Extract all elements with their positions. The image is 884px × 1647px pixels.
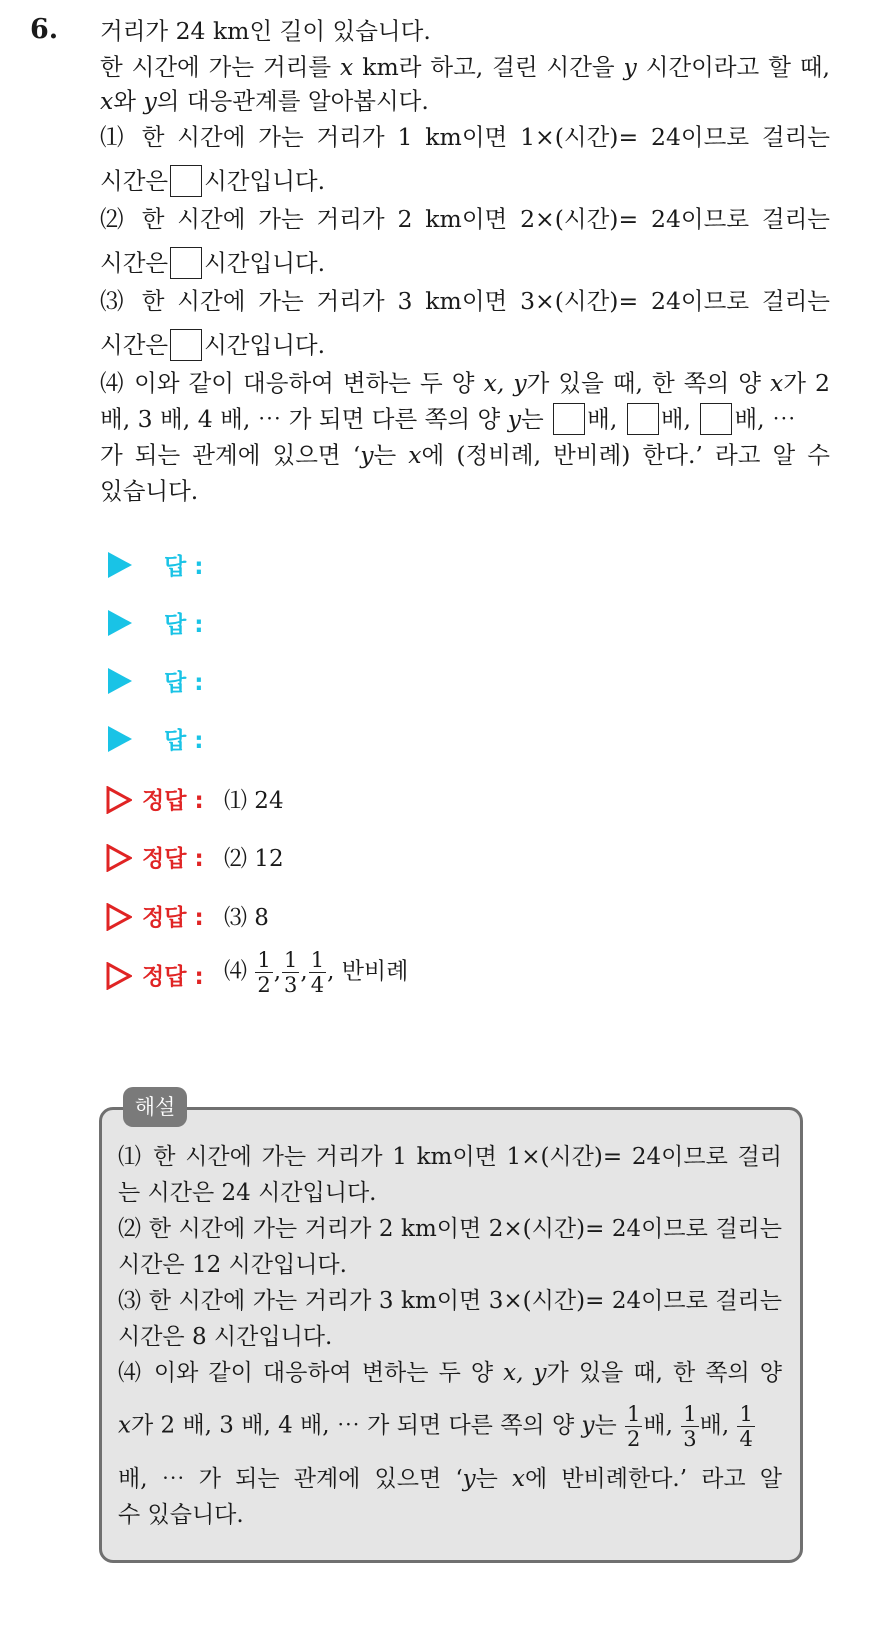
- question-intro-line-3: x와 y의 대응관계를 알아봅시다.: [100, 87, 429, 115]
- answer-blank-box[interactable]: [170, 165, 202, 197]
- solution-1: 정답 : ⑴ 24: [106, 782, 706, 822]
- answer-blank-box[interactable]: [170, 247, 202, 279]
- solution-4: 정답 : ⑷ $\frac{1}{2}$ , $\frac{1}{3}$ , $\frac{1}{4}$ , 반비례: [106, 958, 706, 1018]
- fraction: $\frac{1}{2}$: [627, 1402, 641, 1451]
- question-number: 6.: [30, 14, 59, 45]
- var-x: x: [340, 53, 354, 81]
- play-arrow-icon: [108, 610, 132, 636]
- play-arrow-icon: [108, 552, 132, 578]
- explanation-line-7: ⑷ 이와 같이 대응하여 변하는 두 양 x, y가 있을 때, 한 쪽의 양: [118, 1360, 782, 1386]
- answer-prompt-1: 답 :: [108, 548, 508, 582]
- part-3-line-2: 시간은 시간입니다.: [100, 330, 830, 363]
- answer-blank-box[interactable]: [553, 403, 585, 435]
- explanation-line-3: ⑵ 한 시간에 가는 거리가 2 km이면 2×(시간)= 24이므로 걸리는: [118, 1216, 782, 1242]
- explanation-line-6: 시간은 8 시간입니다.: [118, 1324, 333, 1350]
- explanation-line-8: x가 2 배, 3 배, 4 배, ⋯ 가 되면 다른 쪽의 양 y는 $\frac{1}{2}$ 배, $\frac{1}{3}$ 배, $\frac{1}{4}$: [118, 1402, 753, 1451]
- part-4-line-1: ⑷ 이와 같이 대응하여 변하는 두 양 x, y가 있을 때, 한 쪽의 양 x가 2: [100, 369, 830, 397]
- var-y: y: [143, 87, 157, 115]
- var-x: x: [100, 87, 114, 115]
- part-4-line-3: 가 되는 관계에 있으면 ‘y는 x에 (정비례, 반비례) 한다.’ 라고 알 수: [100, 441, 831, 469]
- explanation-tab: 해설: [123, 1087, 187, 1127]
- explanation-line-2: 는 시간은 24 시간입니다.: [118, 1180, 377, 1206]
- fraction: $\frac{1}{2}$: [257, 948, 271, 997]
- part-1-line-1: ⑴ 한 시간에 가는 거리가 1 km이면 1×(시간)= 24이므로 걸리는: [100, 123, 830, 151]
- answer-blank-box[interactable]: [627, 403, 659, 435]
- question-intro-line-1: 거리가 24 km인 길이 있습니다.: [100, 17, 431, 45]
- fraction: $\frac{1}{4}$: [310, 948, 325, 997]
- part-2-line-1: ⑵ 한 시간에 가는 거리가 2 km이면 2×(시간)= 24이므로 걸리는: [100, 205, 830, 233]
- explanation-line-1: ⑴ 한 시간에 가는 거리가 1 km이면 1×(시간)= 24이므로 걸리: [118, 1144, 782, 1170]
- outline-arrow-icon: [106, 962, 132, 990]
- answer-blank-box[interactable]: [170, 329, 202, 361]
- outline-arrow-icon: [106, 903, 132, 931]
- answer-prompt-3: 답 :: [108, 664, 508, 698]
- fraction: $\frac{1}{3}$: [683, 1402, 697, 1451]
- answer-blank-box[interactable]: [700, 403, 732, 435]
- var-y: y: [623, 53, 637, 81]
- part-1-line-2: 시간은 시간입니다.: [100, 166, 830, 199]
- explanation-line-5: ⑶ 한 시간에 가는 거리가 3 km이면 3×(시간)= 24이므로 걸리는: [118, 1288, 782, 1314]
- explanation-line-10: 수 있습니다.: [118, 1502, 244, 1528]
- outline-arrow-icon: [106, 786, 132, 814]
- solution-3: 정답 : ⑶ 8: [106, 899, 706, 939]
- play-arrow-icon: [108, 668, 132, 694]
- part-4-line-4: 있습니다.: [100, 477, 199, 505]
- explanation-line-9: 배, ⋯ 가 되는 관계에 있으면 ‘y는 x에 반비례한다.’ 라고 알: [118, 1466, 782, 1492]
- fraction: $\frac{1}{3}$: [284, 948, 298, 997]
- part-4-line-2: 배, 3 배, 4 배, ⋯ 가 되면 다른 쪽의 양 y는 배, 배, 배, ⋯: [100, 404, 830, 437]
- part-2-line-2: 시간은 시간입니다.: [100, 248, 830, 281]
- answer-prompt-2: 답 :: [108, 606, 508, 640]
- explanation-line-4: 시간은 12 시간입니다.: [118, 1252, 347, 1278]
- question-intro-line-2: 한 시간에 가는 거리를 x km라 하고, 걸린 시간을 y 시간이라고 할 때,: [100, 53, 830, 81]
- solution-2: 정답 : ⑵ 12: [106, 840, 706, 880]
- answer-prompt-4: 답 :: [108, 722, 508, 756]
- outline-arrow-icon: [106, 844, 132, 872]
- play-arrow-icon: [108, 726, 132, 752]
- fraction: $\frac{1}{4}$: [739, 1402, 753, 1451]
- part-3-line-1: ⑶ 한 시간에 가는 거리가 3 km이면 3×(시간)= 24이므로 걸리는: [100, 287, 830, 315]
